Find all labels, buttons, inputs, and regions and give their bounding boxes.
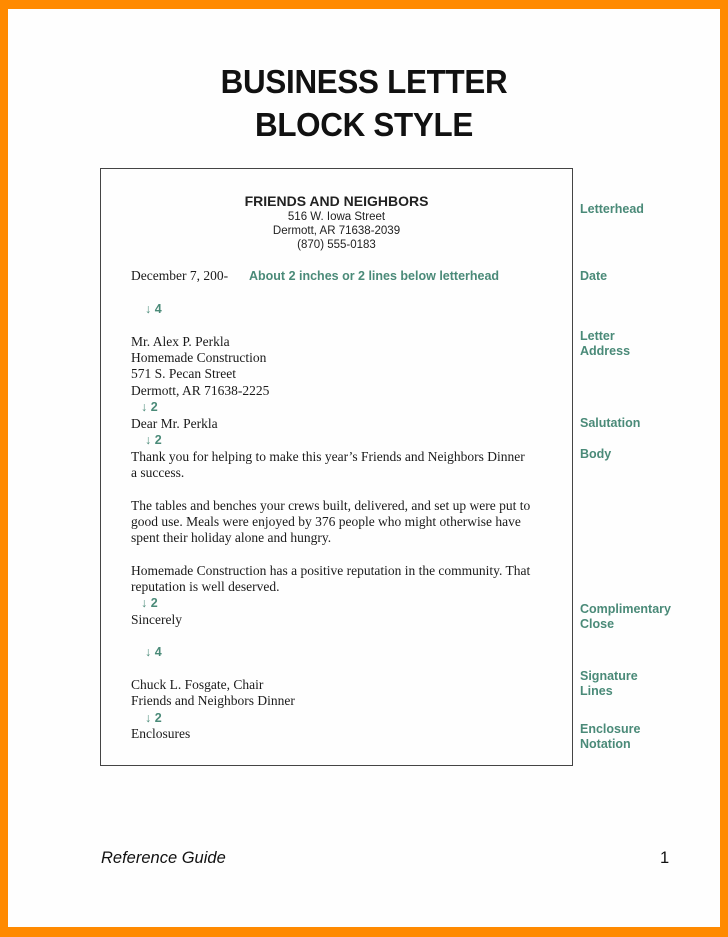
body-paragraph <box>131 449 525 481</box>
letter-salutation: Dear Mr. Perkla <box>131 416 218 431</box>
body-line: reputation is well deserved. <box>131 579 280 595</box>
title-line-2: BLOCK STYLE <box>254 106 474 143</box>
address-line: Homemade Construction <box>131 350 267 366</box>
label-letter-address <box>580 329 630 359</box>
letter-date: December 7, 200- <box>131 268 229 283</box>
label-date: Date <box>580 269 608 283</box>
spacing-arrow-icon: ↓ 2 <box>145 433 162 447</box>
body-line: good use. Meals were enjoyed by 376 people who might otherwise have <box>131 514 521 530</box>
label-letterhead: Letterhead <box>580 202 644 216</box>
address-line: 571 S. Pecan Street <box>131 366 236 382</box>
signature-block <box>131 677 295 709</box>
spacing-arrow-icon: ↓ 4 <box>145 302 162 316</box>
body-line: a success. <box>131 465 185 481</box>
label-complimentary-close <box>580 602 671 632</box>
footer-guide-title: Reference Guide <box>101 849 226 867</box>
page-number: 1 <box>660 849 670 867</box>
label-signature-lines <box>580 669 638 699</box>
body-line: The tables and benches your crews built, delivered, and set up were put to <box>131 498 531 513</box>
label-enclosure-notation <box>580 722 640 752</box>
letterhead-name: FRIENDS AND NEIGHBORS <box>244 193 429 209</box>
date-placement-note: About 2 inches or 2 lines below letterhead <box>249 269 500 283</box>
page-title <box>18 60 710 146</box>
label-line: Address <box>580 344 631 358</box>
complimentary-close: Sincerely <box>131 612 182 627</box>
address-line: Dermott, AR 71638-2225 <box>131 382 270 398</box>
address-line: Mr. Alex P. Perkla <box>131 334 230 349</box>
spacing-arrow-icon: ↓ 2 <box>145 711 162 725</box>
label-line: Notation <box>580 737 631 751</box>
label-salutation: Salutation <box>580 416 641 430</box>
body-line: Homemade Construction has a positive reputation in the community. That <box>131 563 531 578</box>
body-paragraph <box>131 563 530 595</box>
letter-address <box>131 334 269 399</box>
spacing-arrow-icon: ↓ 2 <box>141 596 158 610</box>
label-line: Signature <box>580 669 638 683</box>
body-line: Thank you for helping to make this year’s Friends and Neighbors Dinner <box>131 449 525 464</box>
spacing-arrow-icon: ↓ 4 <box>145 645 162 659</box>
signature-line: Friends and Neighbors Dinner <box>131 693 295 709</box>
letterhead-city: Dermott, AR 71638-2039 <box>272 225 401 237</box>
label-line: Lines <box>580 684 613 698</box>
label-line: Close <box>580 617 615 631</box>
label-line: Enclosure <box>580 722 641 736</box>
enclosure-notation: Enclosures <box>131 726 191 741</box>
letterhead-phone: (870) 555-0183 <box>297 239 376 251</box>
body-paragraph <box>131 498 530 547</box>
title-line-1: BUSINESS LETTER <box>220 63 508 100</box>
spacing-arrow-icon: ↓ 2 <box>141 400 158 414</box>
letterhead <box>100 193 573 252</box>
signature-line: Chuck L. Fosgate, Chair <box>131 677 264 692</box>
letterhead-street: 516 W. Iowa Street <box>287 211 386 223</box>
label-body: Body <box>580 447 612 461</box>
label-line: Complimentary <box>580 602 671 616</box>
label-line: Letter <box>580 329 615 343</box>
body-line: spent their holiday alone and hungry. <box>131 530 332 546</box>
